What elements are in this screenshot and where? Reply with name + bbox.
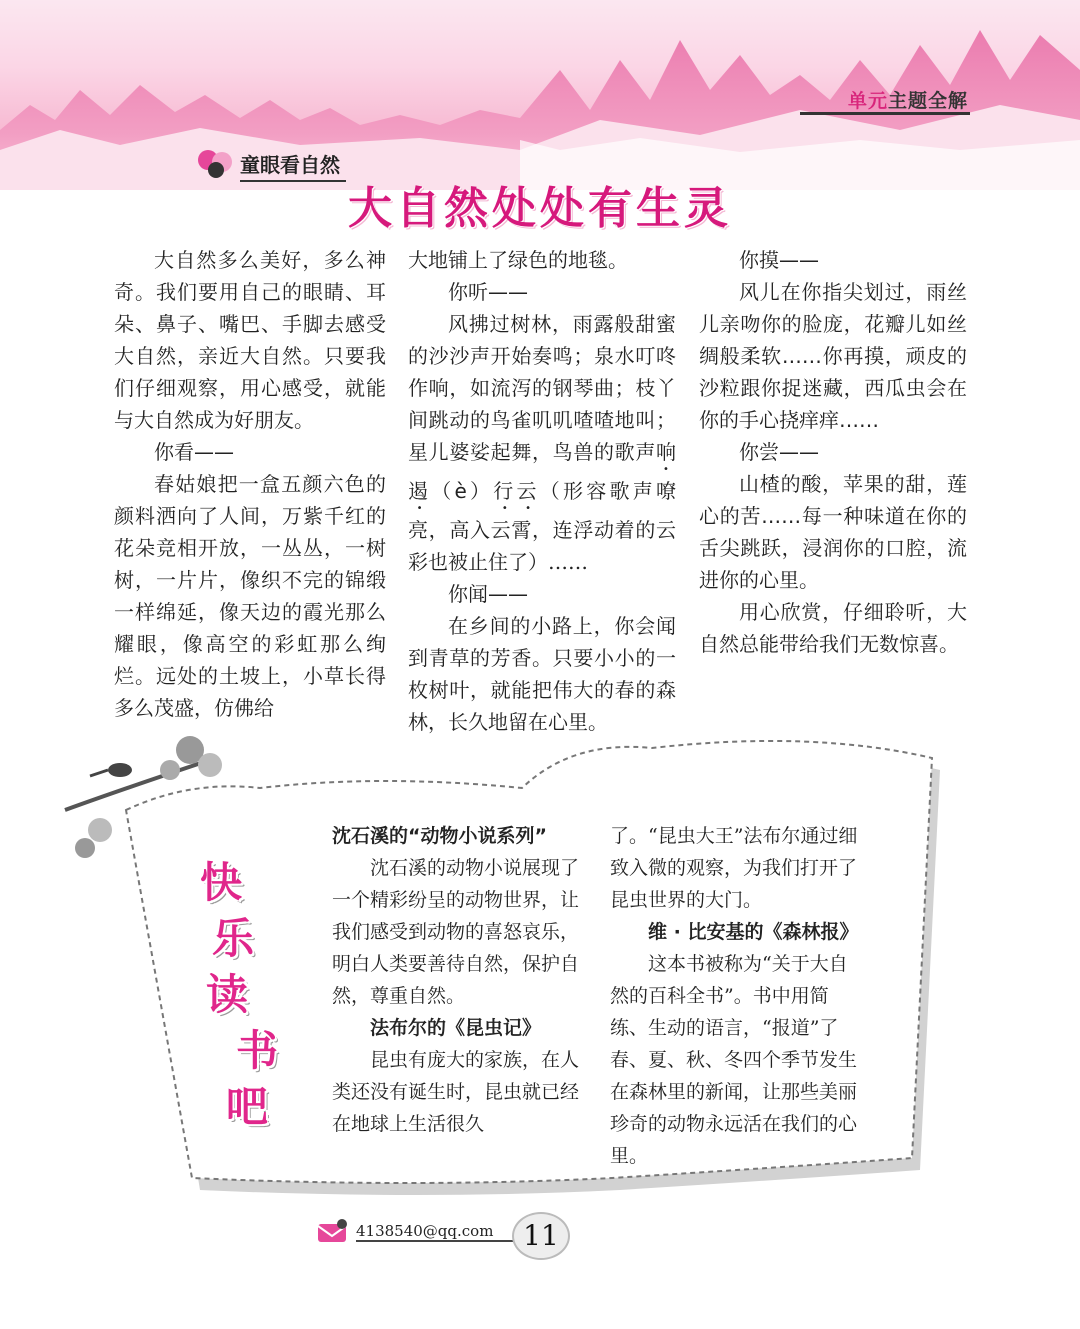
emphasis-char: 遏: [408, 479, 432, 503]
paragraph: 风儿在你指尖划过，雨丝儿亲吻你的脸庞，花瓣儿如丝绸般柔软……你再摸，顽皮的沙粒跟你捉迷藏，西瓜虫会在你的手心挠痒痒……: [699, 280, 967, 432]
paragraph: 山楂的酸，苹果的甜，莲心的苦……每一种味道在你的舌尖跳跃，浸润你的口腔，流进你的心里。: [699, 472, 967, 592]
unit-tag: 单元主题全解: [847, 90, 968, 112]
book-title: 法布尔的《昆虫记》: [370, 1017, 542, 1039]
article-column-3: [699, 244, 967, 660]
paragraph: 用心欣赏，仔细聆听，大自然总能带给我们无数惊喜。: [699, 600, 967, 656]
header-banner: [0, 0, 1080, 190]
book-title: 沈石溪的“动物小说系列”: [332, 825, 547, 847]
unit-underline: [800, 112, 970, 115]
paragraph: 你尝——: [739, 440, 819, 464]
paragraph: 在乡间的小路上，你会闻到青草的芳香。只要小小的一枚树叶，就能把伟大的春的森林，长久地留在心里。: [408, 614, 676, 734]
paragraph: 风拂过树林，雨露般甜蜜的沙沙声开始奏鸣；泉水叮咚作响，如流泻的钢琴曲；枝丫间跳动的鸟雀叽叽喳喳地叫；星儿婆娑起舞，鸟兽的歌声响遏（è）行云（形容歌声嘹亮，高入云霄，连浮动着的云彩也被止住了）……: [408, 312, 677, 574]
book-desc: 沈石溪的动物小说展现了一个精彩纷呈的动物世界，让我们感受到动物的喜怒哀乐，明白人类要善待自然，保护自然，尊重自然。: [332, 857, 580, 1007]
paragraph: 大地铺上了绿色的地毯。: [408, 248, 628, 272]
book-title: 维 · 比安基的《森林报》: [648, 921, 859, 943]
book-desc: 了。“昆虫大王”法布尔通过细致入微的观察，为我们打开了昆虫世界的大门。: [610, 825, 858, 911]
reading-section-title: 快 乐 读 书 吧: [200, 858, 279, 1131]
mail-icon: [316, 1218, 350, 1246]
paragraph: 你看——: [154, 440, 234, 464]
page-number: 11: [512, 1212, 570, 1260]
paragraph: 大自然多么美好，多么神奇。我们要用自己的眼睛、耳朵、鼻子、嘴巴、手脚去感受大自然，亲近大自然。只要我们仔细观察，用心感受，就能与大自然成为好朋友。: [114, 248, 386, 432]
article-column-2: [408, 244, 676, 738]
section-label: 童眼看自然: [240, 149, 346, 182]
reading-column-1: [332, 820, 582, 1140]
paragraph: 你闻——: [448, 582, 528, 606]
footer-email: 4138540@qq.com: [316, 1218, 519, 1246]
article-column-1: [114, 244, 386, 724]
book-desc: 昆虫有庞大的家族，在人类还没有诞生时，昆虫就已经在地球上生活很久: [332, 1049, 580, 1135]
emphasis-char: 行云: [493, 479, 540, 503]
book-desc: 这本书被称为“关于大自然的百科全书”。书中用简练、生动的语言，“报道”了春、夏、秋、冬四个季节发生在森林里的新闻，让那些美丽珍奇的动物永远活在我们的心里。: [610, 953, 858, 1167]
paragraph: 你摸——: [739, 248, 819, 272]
emphasis-char: 响: [656, 440, 676, 464]
paragraph: 春姑娘把一盒五颜六色的颜料洒向了人间，万紫千红的花朵竞相开放，一丛丛，一树树，一片片，像织不完的锦缎一样绵延，像天边的霞光那么耀眼，像高空的彩虹那么绚烂。远处的土坡上，小草长得多么茂盛，仿佛给: [114, 472, 386, 720]
article-title: 大自然处处有生灵: [348, 183, 732, 234]
paragraph: 你听——: [448, 280, 528, 304]
reading-column-2: [610, 820, 860, 1172]
